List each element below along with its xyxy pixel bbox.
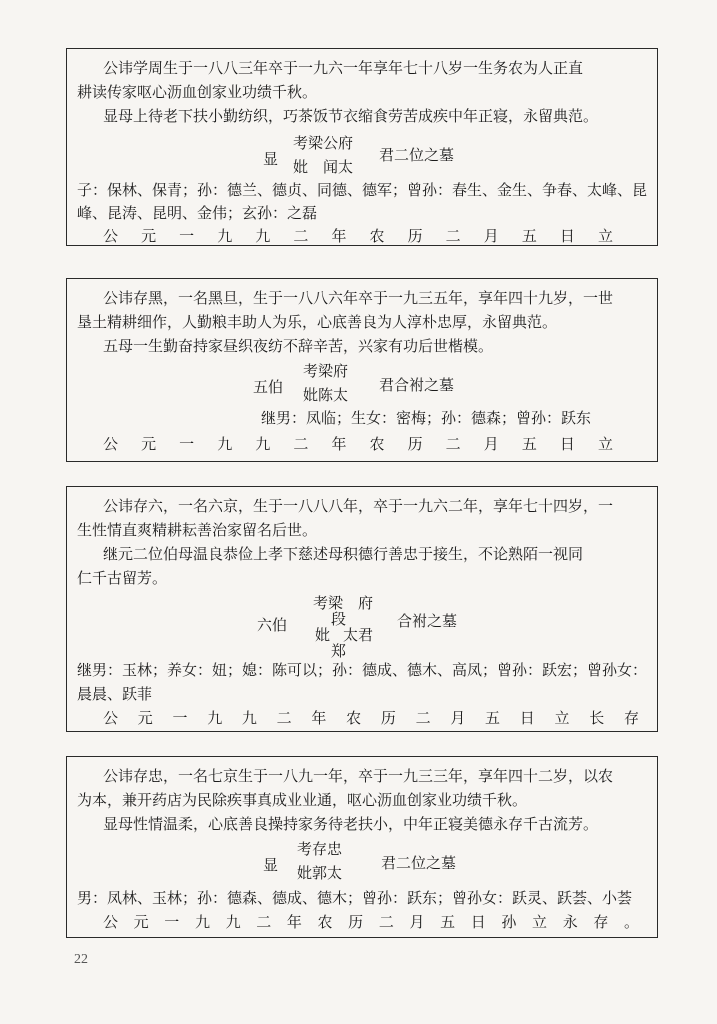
tablet-3-title-top: 考梁 府 [313, 594, 374, 612]
page-number: 22 [74, 952, 88, 967]
tablet-4-line-1: 公讳存忠，一名七京生于一八九一年，卒于一九三三年，享年四十二岁，以农 [103, 767, 614, 785]
tablet-3-descendants-2: 晨晨、跃菲 [77, 685, 153, 703]
tablet-1-line-1: 公讳学周生于一八八三年卒于一九六一年享年七十八岁一生务农为人正直 [103, 59, 584, 77]
tablet-2-descendants: 继男：凤临；生女：密梅；孙：德森；曾孙：跃东 [261, 409, 592, 427]
tablet-3-descendants-1: 继男：玉林；养女：妞；媳：陈可以；孙：德成、德木、高凤；曾孙：跃宏；曾孙女： [77, 661, 648, 679]
tablet-2-title-right: 君合袝之墓 [379, 376, 455, 394]
tablet-1-title-left: 显 [263, 150, 279, 168]
tablet-3-line-1: 公讳存六，一名六京，生于一八八八年，卒于一九六二年，享年七十四岁，一 [103, 497, 614, 515]
tablet-3-title-mid: 太君 [343, 626, 374, 644]
tablet-3-title-left: 六伯 [257, 616, 288, 634]
tablet-4-title-top: 考存忠 [297, 840, 343, 858]
tablet-1-date: 公元一九九二年农历二月五日立 [103, 227, 613, 245]
tablet-4-title-bottom: 妣郭太 [297, 864, 343, 882]
tablet-2-line-3: 五母一生勤奋持家昼织夜纺不辞辛苦，兴家有功后世楷模。 [103, 337, 494, 355]
tablet-2-date: 公元一九九二年农历二月五日立 [103, 435, 613, 453]
tablet-4-line-3: 显母性情温柔，心底善良操持家务待老扶小，中年正寝美德永存千古流芳。 [103, 815, 599, 833]
tablet-2-title-bottom: 妣陈太 [303, 386, 349, 404]
tablet-1-title-top: 考梁公府 [293, 134, 354, 152]
tablet-2-title-top: 考梁府 [303, 362, 349, 380]
tablet-4-date: 公元一九九二年农历二月五日孙立永存。 [103, 913, 639, 931]
tablet-2 [66, 278, 658, 462]
tablet-1-line-2: 耕读传家呕心沥血创家业功绩千秋。 [77, 83, 318, 101]
tablet-1-line-3: 显母上待老下扶小勤纺织，巧茶饭节衣缩食劳苦成疾中年正寝，永留典范。 [103, 107, 599, 125]
tablet-1-title-bottom: 妣 闻太 [293, 158, 354, 176]
tablet-4-line-2: 为本，兼开药店为民除疾事真成业业通，呕心沥血创家业功绩千秋。 [77, 791, 528, 809]
tablet-1-descendants-2: 峰、昆涛、昆明、金伟；玄孙：之磊 [77, 204, 318, 222]
tablet-3-title-wife2: 郑 [331, 642, 347, 660]
tablet-4 [66, 756, 658, 938]
tablet-3-line-3: 继元二位伯母温良恭俭上孝下慈述母积德行善忠于接生，不论熟陌一视同 [103, 545, 584, 563]
tablet-2-line-1: 公讳存黑，一名黑旦，生于一八八六年卒于一九三五年，享年四十九岁，一世 [103, 289, 614, 307]
tablet-2-line-2: 垦土精耕细作，人勤粮丰助人为乐，心底善良为人淳朴忠厚，永留典范。 [77, 313, 558, 331]
tablet-3-title-right: 合袝之墓 [397, 612, 458, 630]
tablet-2-title-left: 五伯 [253, 378, 284, 396]
tablet-1-descendants-1: 子：保林、保青；孙：德兰、德贞、同德、德军；曾孙：春生、金生、争春、太峰、昆 [77, 181, 648, 199]
tablet-3-line-4: 仁千古留芳。 [77, 569, 168, 587]
tablet-1-title-right: 君二位之墓 [379, 146, 455, 164]
tablet-3-date: 公元一九九二年农历二月五日立长存 [103, 709, 639, 727]
tablet-3 [66, 486, 658, 732]
tablet-4-title-right: 君二位之墓 [381, 854, 457, 872]
tablet-3-title-wife1: 段 [331, 610, 347, 628]
tablet-4-title-left: 显 [263, 856, 279, 874]
tablet-3-line-2: 生性情直爽精耕耘善治家留名后世。 [77, 521, 318, 539]
tablet-1 [66, 48, 658, 246]
tablet-3-title-bi: 妣 [315, 626, 331, 644]
tablet-4-descendants: 男：凤林、玉林；孙：德森、德成、德木；曾孙：跃东；曾孙女：跃灵、跃荟、小荟 [77, 889, 633, 907]
